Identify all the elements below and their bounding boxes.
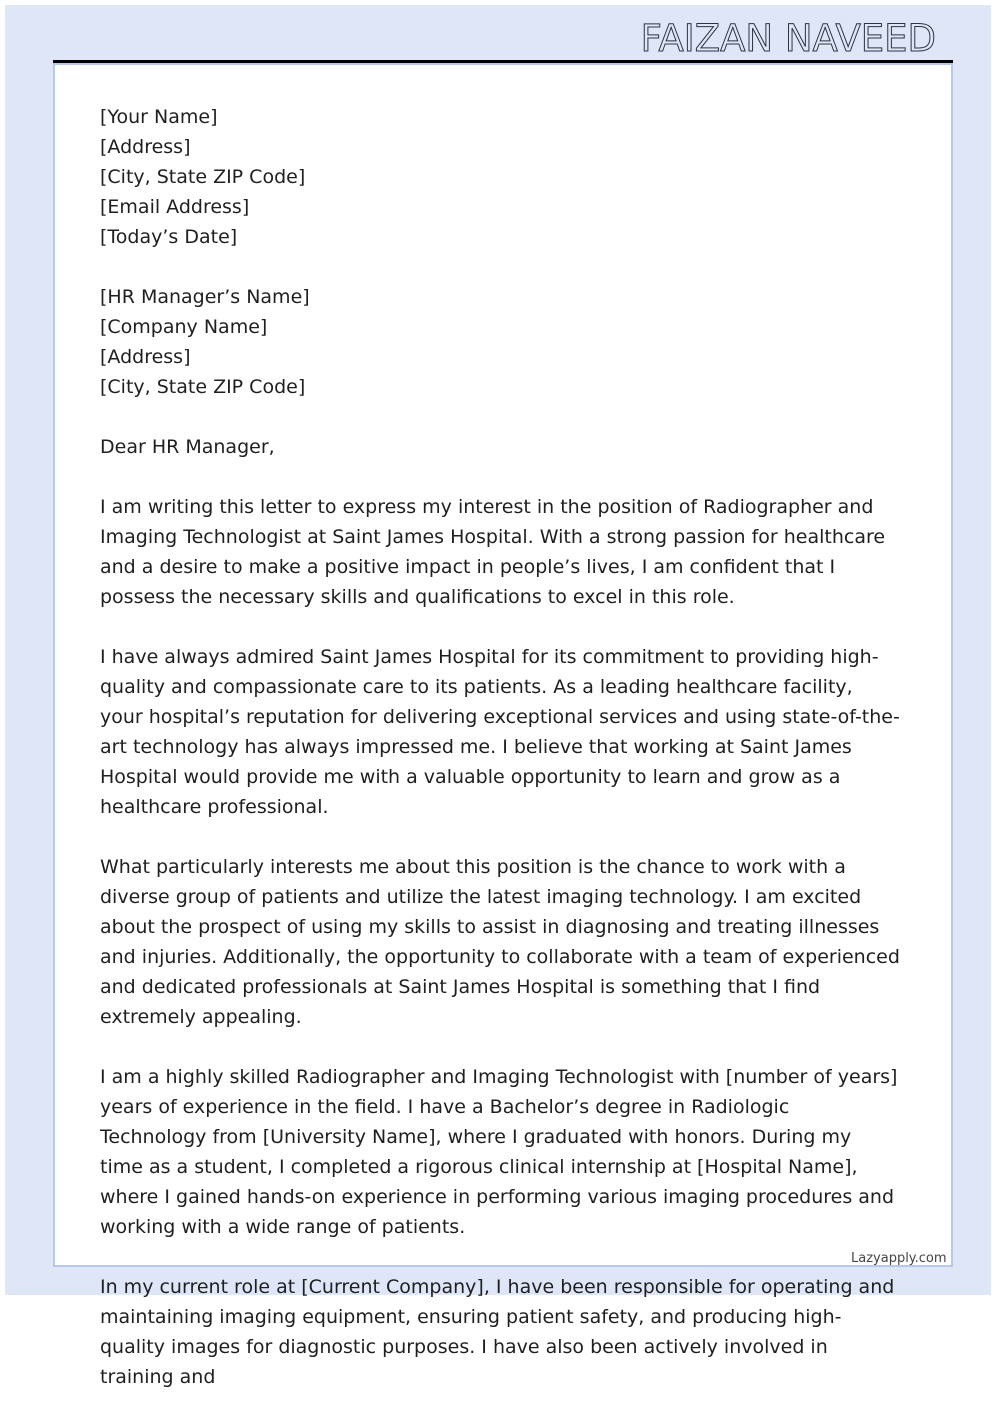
site-watermark: Lazyapply.com [851, 1251, 947, 1266]
sender-email: [Email Address] [100, 196, 250, 218]
body-paragraph: In my current role at [Current Company], I have been responsible for operating and maintaining imaging equipment, ensuring patient safety, and producing high-quality images for diagnostic purposes. I have also been actively involved in training and [100, 1276, 895, 1388]
letter-date: [Today’s Date] [100, 226, 238, 248]
applicant-name-heading: FAIZAN NAVEED [640, 17, 936, 60]
body-paragraph: What particularly interests me about this position is the chance to work with a diverse group of patients and utilize the latest imaging technology. I am excited about the prospect of using my skills to assist in diagnosing and treating illnesses and injuries. Additionally, the opportunity to collaborate with a team of experienced and dedicated professionals at Saint James Hospital is something that I find extremely appealing. [100, 856, 900, 1028]
recipient-block [100, 282, 900, 402]
body-paragraph: I have always admired Saint James Hospital for its commitment to providing high-quality and compassionate care to its patients. As a leading healthcare facility, your hospital’s reputation for delivering exceptional services and using state-of-the-art technology has always impressed me. I believe that working at Saint James Hospital would provide me with a valuable opportunity to learn and grow as a healthcare professional. [100, 646, 900, 818]
recipient-company: [Company Name] [100, 316, 268, 338]
sender-city-state-zip: [City, State ZIP Code] [100, 166, 306, 188]
sender-name: [Your Name] [100, 106, 218, 128]
sender-block [100, 102, 900, 252]
document-frame [5, 5, 991, 1388]
recipient-address: [Address] [100, 346, 191, 368]
recipient-manager-name: [HR Manager’s Name] [100, 286, 310, 308]
body-paragraph: I am a highly skilled Radiographer and Imaging Technologist with [number of years] years of experience in the field. I have a Bachelor’s degree in Radiologic Technology from [University Name], where I graduated with honors. During my time as a student, I completed a rigorous clinical internship at [Hospital Name], where I gained hands-on experience in performing various imaging procedures and working with a wide range of patients. [100, 1066, 898, 1238]
sender-address: [Address] [100, 136, 191, 158]
salutation: Dear HR Manager, [100, 436, 275, 458]
body-paragraph: I am writing this letter to express my interest in the position of Radiographer and Imaging Technologist at Saint James Hospital. With a strong passion for healthcare and a desire to make a positive impact in people’s lives, I am confident that I possess the necessary skills and qualifications to excel in this role. [100, 496, 886, 608]
cover-letter-body [100, 102, 900, 1422]
recipient-city-state-zip: [City, State ZIP Code] [100, 376, 306, 398]
